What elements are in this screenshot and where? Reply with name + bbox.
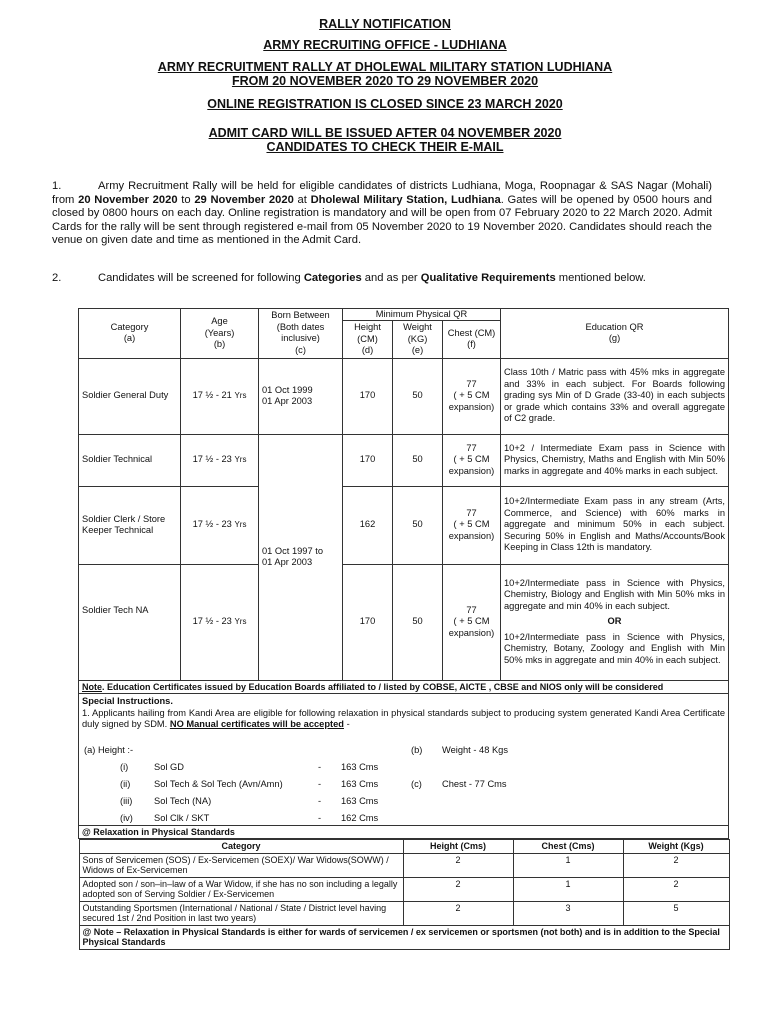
relax-height: 2 [403,877,513,901]
rally-venue-title: ARMY RECRUITMENT RALLY AT DHOLEWAL MILITARY STATION LUDHIANA [157,60,613,74]
cell-chest: 77 ( + 5 CM expansion) [443,358,501,434]
cell-education: 10+2 / Intermediate Exam pass in Science with Physics, Chemistry, Maths and English with Min 50% marks in aggregate and 40% marks in each subject. [501,434,729,486]
item-value: 162 Cms [341,812,379,823]
item-dash: - [318,795,322,806]
cell-chest: 77 ( + 5 CM expansion) [443,434,501,486]
note-row [79,680,729,694]
cell-category: Soldier Clerk / Store Keeper Technical [79,486,181,564]
special-title: Special Instructions. [82,696,173,706]
header-category: Category (a) [79,309,181,359]
relaxation-title: @ Relaxation in Physical Standards [79,825,729,839]
para-text: at [293,193,311,206]
office-title: ARMY RECRUITING OFFICE - LUDHIANA [263,38,507,52]
end-date: 29 November 2020 [194,193,294,206]
registration-closed-title: ONLINE REGISTRATION IS CLOSED SINCE 23 MARCH 2020 [207,97,563,111]
cell-height: 162 [343,486,393,564]
relaxation-row [79,853,729,877]
item-value: 163 Cms [341,778,379,789]
header-born-between: Born Between (Both dates inclusive) (c) [259,309,343,359]
cell-education: 10+2/Intermediate Exam pass in any stream (Arts, Commerce, and Science) with 60% marks in aggregate and minimum 50% in each subject. Securing 50% in English and Maths/Accounts/Book Keeping in Class 12th is mandatory. [501,486,729,564]
relaxation-row [79,877,729,901]
kandi-relaxation-list [82,731,725,823]
relax-weight: 2 [623,853,729,877]
relax-header-height: Height (Cms) [403,840,513,854]
item-num: (iii) [120,795,133,806]
cell-category: Soldier General Duty [79,358,181,434]
table-header-row [79,309,729,321]
paragraph-number: 1. [52,180,62,192]
relaxation-note: @ Note – Relaxation in Physical Standards is either for wards of servicemen / ex servicemen or sportsmen (not both) and is in addition to the Special Physical Standards [79,925,729,949]
cell-weight: 50 [393,358,443,434]
cell-height: 170 [343,564,393,680]
paragraph-2 [52,272,712,286]
header-weight: Weight (KG) (e) [393,321,443,359]
cell-chest: 77 ( + 5 CM expansion) [443,486,501,564]
eligibility-table [78,308,729,950]
special-text: 1. Applicants hailing from Kandi Area are eligible for following relaxation in physical standards subject to producing system generated Kandi Area Certificate duly signed by SDM. NO Manual certificates will be accepted - [82,707,725,729]
weight-label: (b) [411,744,423,755]
para-text: and as per [361,272,421,284]
item-dash: - [318,761,322,772]
para-text: mentioned below. [555,272,646,284]
cell-born-shared: 01 Oct 1997 to 01 Apr 2003 [259,434,343,680]
paragraph-1 [52,180,712,248]
check-email-title: CANDIDATES TO CHECK THEIR E-MAIL [266,140,504,154]
relax-category: Sons of Servicemen (SOS) / Ex-Servicemen (SOEX)/ War Widows(SOWW) / Widows of Ex-Servicemen [79,853,403,877]
cell-age: 17 ½ - 23 Yrs [181,486,259,564]
cell-height: 170 [343,358,393,434]
table-row [79,434,729,486]
item-name: Sol GD [154,761,184,772]
relaxation-table [79,839,730,950]
item-name: Sol Clk / SKT [154,812,210,823]
table-row [79,486,729,564]
rally-dates-title: FROM 20 NOVEMBER 2020 TO 29 NOVEMBER 2020 [231,74,539,88]
cell-weight: 50 [393,564,443,680]
table-row [79,358,729,434]
header-min-physical: Minimum Physical QR [343,309,501,321]
header-height: Height (CM) (d) [343,321,393,359]
relax-chest: 3 [513,901,623,925]
relax-header-category: Category [79,840,403,854]
special-instructions [79,694,729,826]
qualitative-term: Qualitative Requirements [420,272,556,284]
cell-category: Soldier Tech NA [79,564,181,680]
weight-value: Weight - 48 Kgs [442,744,508,755]
special-instructions-row [79,694,729,826]
cell-category: Soldier Technical [79,434,181,486]
cell-chest: 77 ( + 5 CM expansion) [443,564,501,680]
relax-height: 2 [403,901,513,925]
item-num: (i) [120,761,129,772]
relax-category: Adopted son / son–in–law of a War Widow, if she has no son including a legally adopted son of Serving Soldier / Ex-Servicemen [79,877,403,901]
item-dash: - [318,778,322,789]
relax-weight: 5 [623,901,729,925]
chest-value: Chest - 77 Cms [442,778,507,789]
start-date: 20 November 2020 [78,193,178,206]
cell-weight: 50 [393,434,443,486]
relaxation-row [79,901,729,925]
relax-weight: 2 [623,877,729,901]
para-text: Candidates will be screened for following [98,272,304,284]
relaxation-note-row [79,925,729,949]
cell-height: 170 [343,434,393,486]
table-row [79,564,729,680]
categories-term: Categories [303,272,362,284]
cell-weight: 50 [393,486,443,564]
education-note: Note. Education Certificates issued by Education Boards affiliated to / listed by COBSE, AICTE , CBSE and NIOS only will be considered [79,680,729,694]
relaxation-title-row [79,825,729,839]
cell-education: 10+2/Intermediate pass in Science with Physics, Chemistry, Biology and English with Min 50% mks in aggregate and min 40% in each subject. OR 10+2/Intermediate pass in Science with Physics, Chemistry, Botany, Zoology and English with Min 50% mks in aggregate and min 40% in each subject. [501,564,729,680]
item-num: (iv) [120,812,133,823]
admit-card-title: ADMIT CARD WILL BE ISSUED AFTER 04 NOVEMBER 2020 [208,126,562,140]
item-name: Sol Tech & Sol Tech (Avn/Amn) [154,778,283,789]
para-text: . Gates will be opened by 0500 hours and closed by 0800 hours on each day. Online registration is mandatory and will be open from 07 February 2020 to 22 March 2020. Admit Cards for the rally will be sent through registered e-mail from 05 November 2020 to 19 November 2020. Candidates should reach the venue on given date and time as mentioned in the Admit Card. [52,193,713,247]
cell-education: Class 10th / Matric pass with 45% mks in aggregate and 33% in each subject. For Boards following grading sys Min of D Grade (33-40) in each subjects or grade which contains 33% and overall aggregate of C2 grade. [501,358,729,434]
item-value: 163 Cms [341,795,379,806]
cell-age: 17 ½ - 21 Yrs [181,358,259,434]
relax-header-chest: Chest (Cms) [513,840,623,854]
item-name: Sol Tech (NA) [154,795,212,806]
relax-chest: 1 [513,877,623,901]
paragraph-number: 2. [52,272,62,284]
relax-chest: 1 [513,853,623,877]
height-label: (a) Height :- [84,744,134,755]
relaxation-table-cell [79,839,729,950]
notice-title: RALLY NOTIFICATION [319,17,451,31]
relax-category: Outstanding Sportsmen (International / National / State / District level having secured 1st / 2nd Position in last two years) [79,901,403,925]
item-value: 163 Cms [341,761,379,772]
header-chest: Chest (CM) (f) [443,321,501,359]
chest-label: (c) [411,778,422,789]
venue-name: Dholewal Military Station, Ludhiana [310,193,501,206]
cell-born: 01 Oct 1999 01 Apr 2003 [259,358,343,434]
item-num: (ii) [120,778,131,789]
relaxation-header-row [79,840,729,854]
para-text: Army Recruitment Rally will be held for eligible candidates of districts Ludhiana, Moga, Roopnagar & SAS Nagar (Mohali) from [52,180,712,206]
header-education: Education QR (g) [501,309,729,359]
relaxation-table-row [79,839,729,950]
item-dash: - [318,812,322,823]
cell-age: 17 ½ - 23 Yrs [181,564,259,680]
para-text: to [177,193,195,206]
cell-age: 17 ½ - 23 Yrs [181,434,259,486]
relax-header-weight: Weight (Kgs) [623,840,729,854]
header-age: Age (Years) (b) [181,309,259,359]
relax-height: 2 [403,853,513,877]
